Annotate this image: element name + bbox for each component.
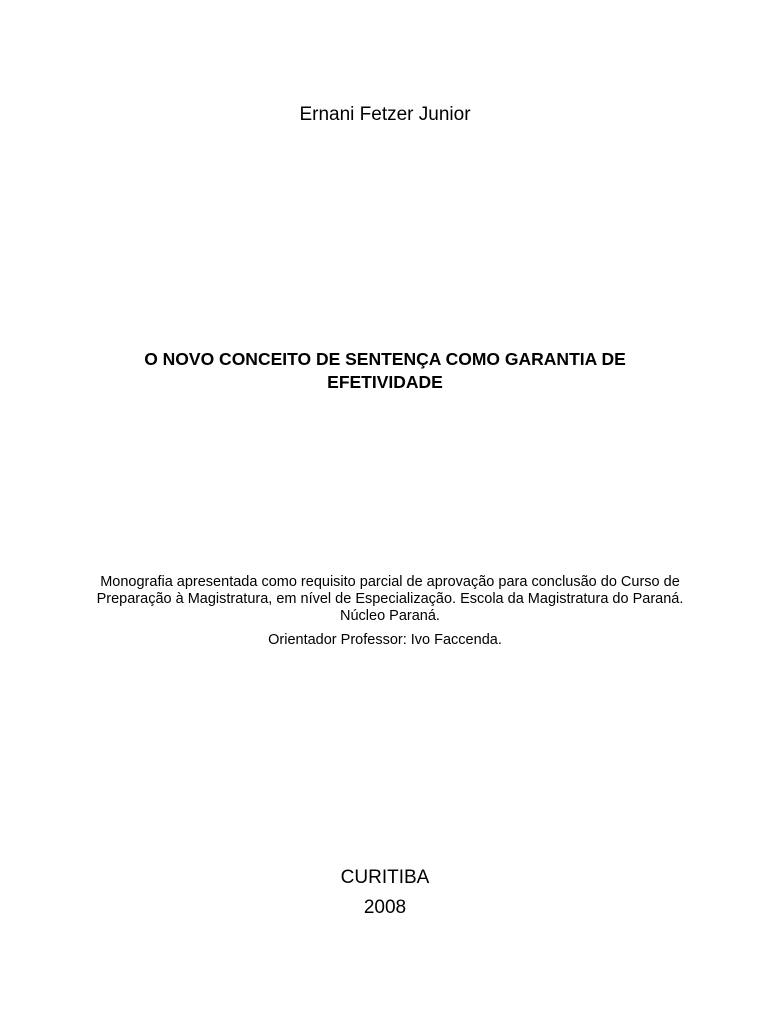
publication-year: 2008 (363, 897, 407, 918)
title-line-1: O NOVO CONCEITO DE SENTENÇA COMO GARANTIA DE (144, 349, 626, 369)
author-name: Ernani Fetzer Junior (299, 104, 471, 125)
document-title (60, 348, 710, 394)
monograph-description: Monografia apresentada como requisito parcial de aprovação para conclusão do Curso de Preparação à Magistratura, em nível de Especialização. Escola da Magistratura do Paraná. Núcleo Paraná. (96, 574, 684, 624)
title-line-2: EFETIVIDADE (327, 372, 443, 392)
advisor-line: Orientador Professor: Ivo Faccenda. (268, 632, 502, 648)
city-name: CURITIBA (340, 867, 430, 888)
